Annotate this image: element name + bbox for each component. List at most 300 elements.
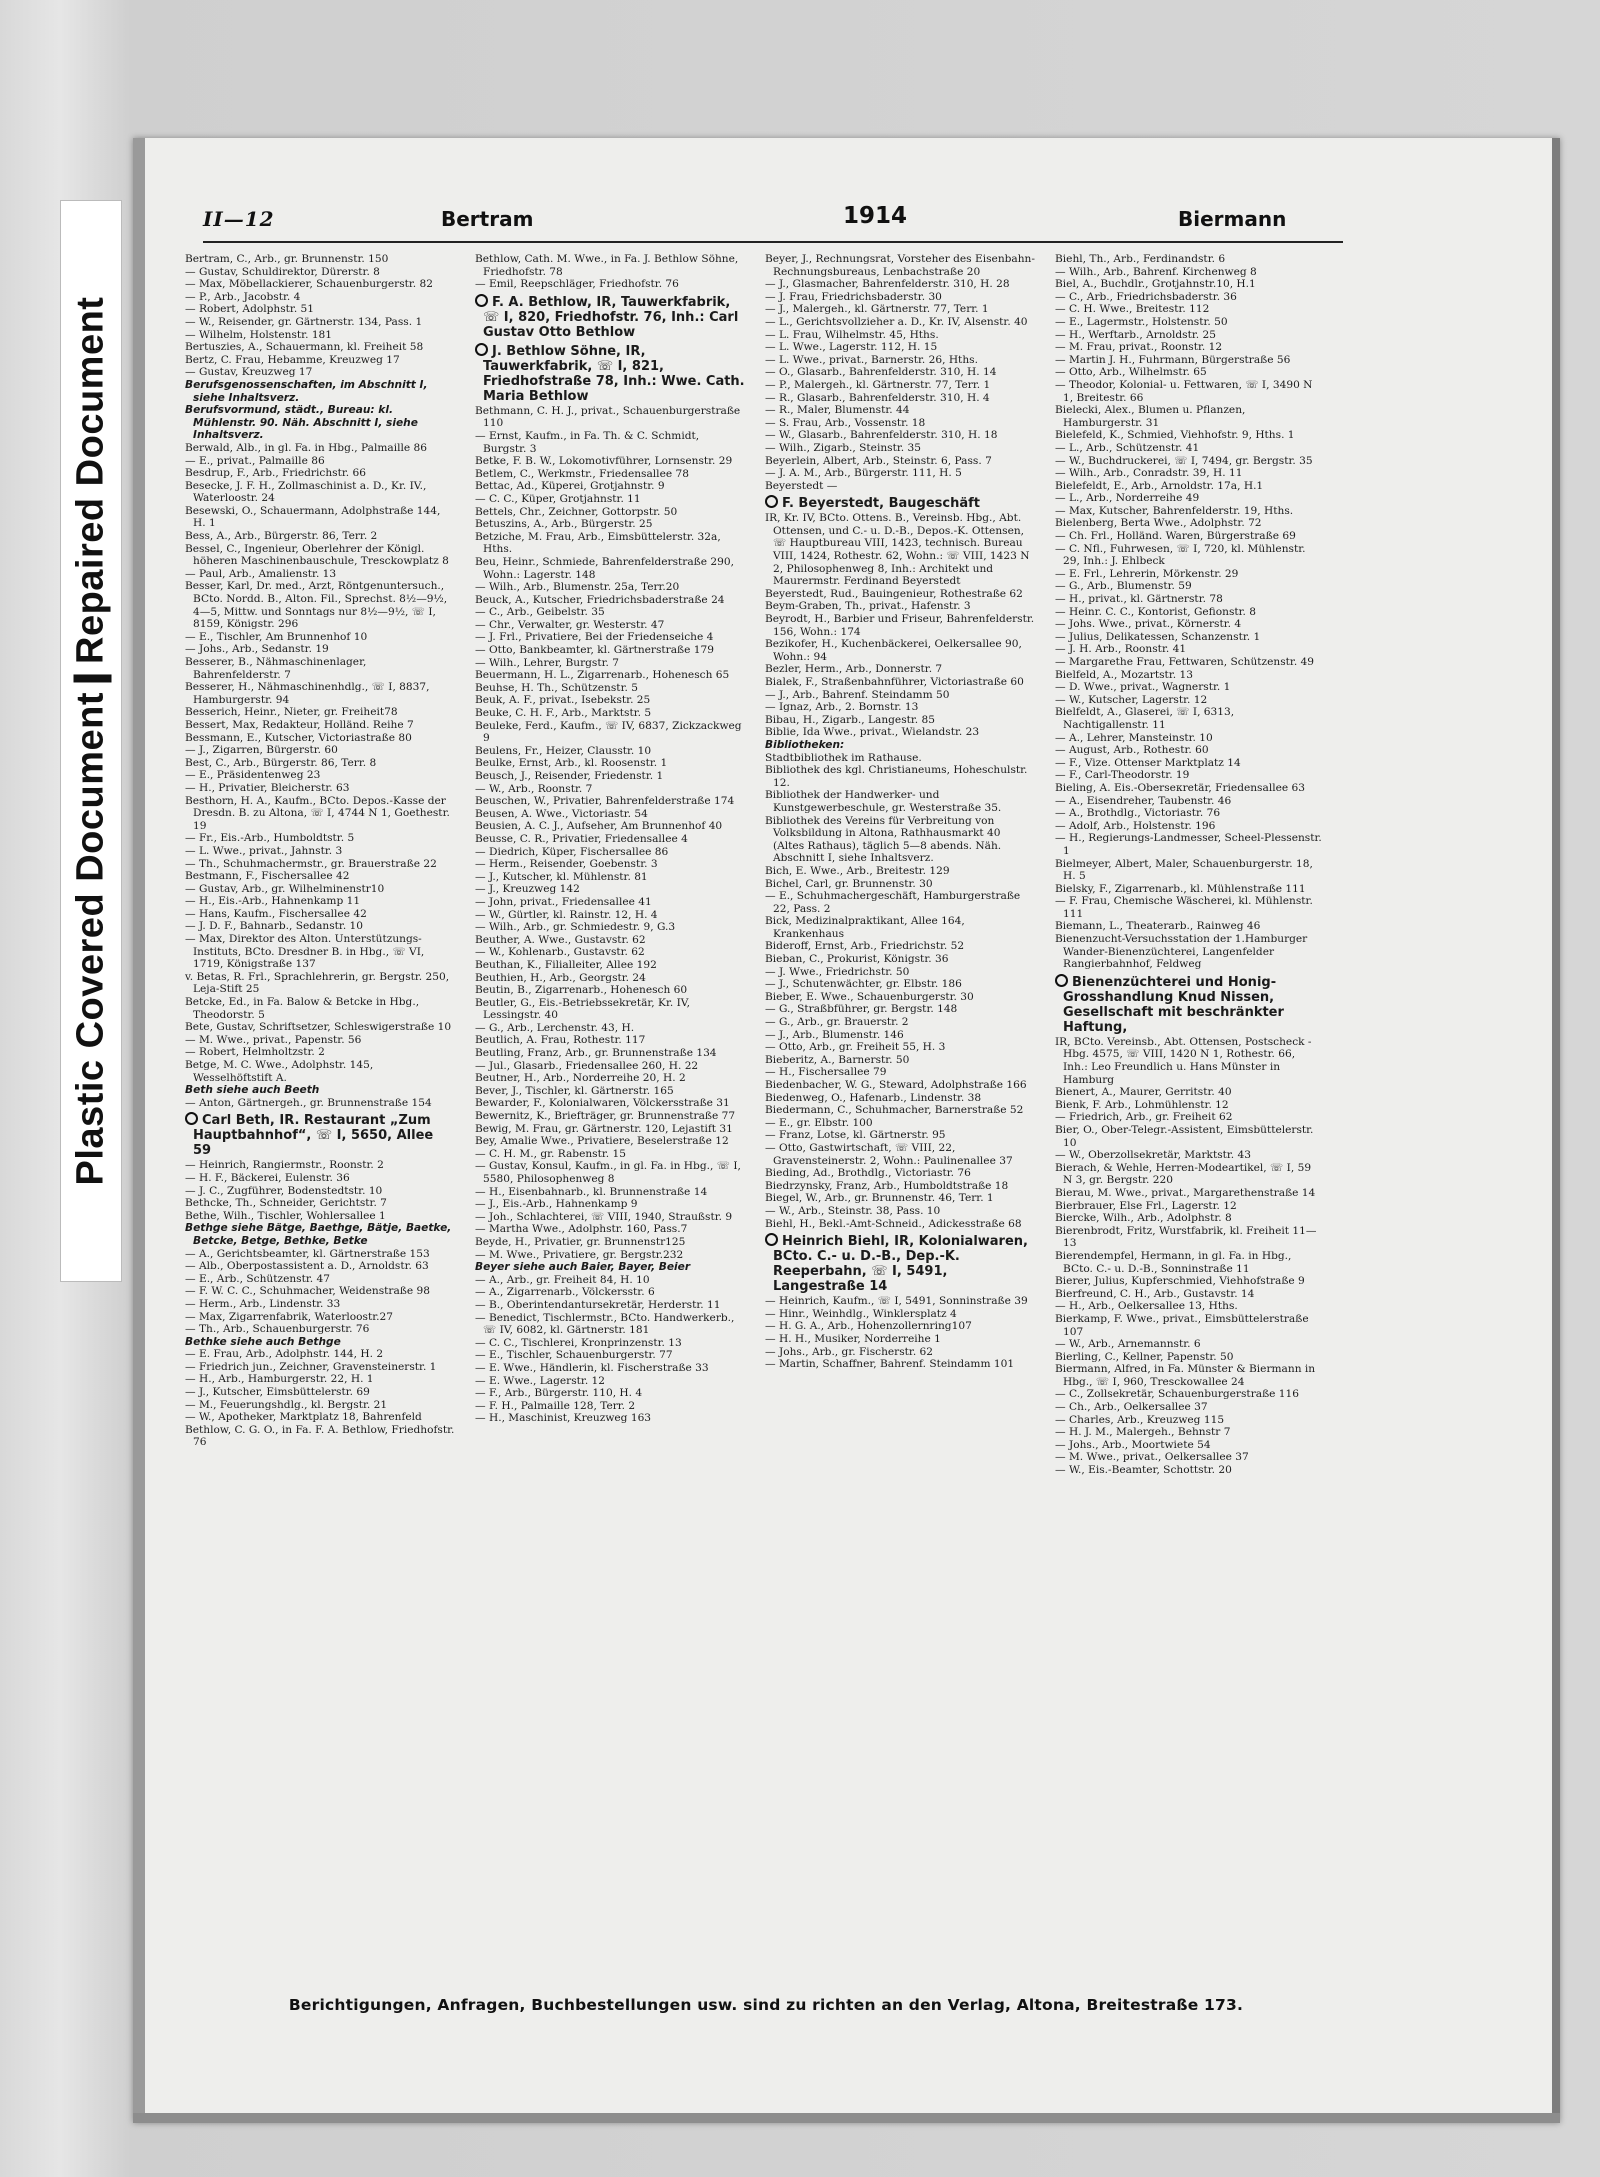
directory-entry xyxy=(765,815,1035,865)
directory-entry xyxy=(765,1320,1035,1333)
directory-entry xyxy=(1055,442,1323,455)
entry-text: Beuthan, K., Filialleiter, Allee 192 xyxy=(475,958,657,971)
entry-text: — G., Arb., gr. Brauerstr. 2 xyxy=(765,1016,909,1029)
directory-entry xyxy=(765,726,1035,739)
directory-entry xyxy=(185,1185,455,1198)
directory-entry xyxy=(185,757,455,770)
entry-text: Bielfeld, A., Mozartstr. 13 xyxy=(1055,668,1193,681)
directory-entry xyxy=(185,1411,455,1424)
entry-text: — W., Buchdruckerei, ☏ I, 7494, gr. Bergstr. 35 xyxy=(1055,454,1313,467)
directory-entry xyxy=(185,455,455,468)
directory-entry xyxy=(765,480,1035,493)
entry-text: Beu, Heinr., Schmiede, Bahrenfelderstraße 290, Wohn.: Lagerstr. 148 xyxy=(475,555,734,581)
entry-text: — Hans, Kaufm., Fischersallee 42 xyxy=(185,907,367,920)
entry-text: Bethlow, Cath. M. Wwe., in Fa. J. Bethlow Söhne, Friedhofstr. 78 xyxy=(475,253,739,278)
directory-entry xyxy=(475,896,745,909)
directory-entry xyxy=(185,1034,455,1047)
header-last-entry: Biermann xyxy=(1178,207,1287,231)
directory-entry xyxy=(185,329,455,342)
entry-text: — E., Arb., Schützenstr. 47 xyxy=(185,1272,330,1285)
directory-entry xyxy=(185,1285,455,1298)
entry-text: — E., Tischler, Am Brunnenhof 10 xyxy=(185,630,368,643)
directory-entry xyxy=(1055,467,1323,480)
directory-entry xyxy=(1055,303,1323,316)
directory-entry xyxy=(765,1333,1035,1346)
entry-text: — W., Kutscher, Lagerstr. 12 xyxy=(1055,693,1208,706)
entry-text: — L. Frau, Wilhelmstr. 45, Hths. xyxy=(765,328,939,341)
side-label xyxy=(60,200,122,1282)
directory-entry xyxy=(765,354,1035,367)
entry-text: — L., Gerichtsvollzieher a. D., Kr. IV, Alsenstr. 40 xyxy=(765,315,1028,328)
directory-entry xyxy=(185,1248,455,1261)
entry-text: — H. F., Bäckerei, Eulenstr. 36 xyxy=(185,1171,350,1184)
directory-entry xyxy=(475,581,745,594)
directory-entry xyxy=(1055,1099,1323,1112)
directory-page xyxy=(133,138,1560,2123)
directory-entry xyxy=(475,909,745,922)
entry-text: — F., Carl-Theodorstr. 19 xyxy=(1055,769,1190,782)
directory-entry xyxy=(475,1198,745,1211)
entry-text: — Wilh., Lehrer, Burgstr. 7 xyxy=(475,656,619,669)
entry-text: Bick, Medizinalpraktikant, Allee 164, Krankenhaus xyxy=(765,915,965,940)
directory-entry xyxy=(185,1361,455,1374)
entry-text: Bertuszies, A., Schauermann, kl. Freiheit 58 xyxy=(185,341,424,354)
entry-text: — A., Brothdlg., Victoriastr. 76 xyxy=(1055,807,1221,820)
entry-text: — Max, Direktor des Alton. Unterstützungs-Instituts, BCto. Dresdner B. in Hbg., ☏ VI, 1719, Königstraße 137 xyxy=(185,933,425,971)
entry-text: — Hinr., Weinhdlg., Winklersplatz 4 xyxy=(765,1307,957,1320)
directory-entry xyxy=(475,1274,745,1287)
directory-entry xyxy=(765,366,1035,379)
directory-entry xyxy=(765,392,1035,405)
directory-entry xyxy=(765,588,1035,601)
directory-entry xyxy=(765,966,1035,979)
directory-entry xyxy=(1055,933,1323,971)
entry-text: Beyer, J., Rechnungsrat, Vorsteher des Eisenbahn-Rechnungsbureaus, Lenbachstraße 20 xyxy=(765,253,1035,278)
entry-text: — Wilh., Arb., gr. Schmiedestr. 9, G.3 xyxy=(475,921,676,934)
entry-text: — W., Arb., Steinstr. 38, Pass. 10 xyxy=(765,1204,941,1217)
directory-entry xyxy=(475,846,745,859)
entry-text: Biedermann, C., Schuhmacher, Barnerstraße 52 xyxy=(765,1104,1024,1117)
directory-entry xyxy=(765,714,1035,727)
directory-entry xyxy=(185,1323,455,1336)
entry-text: — Heinrich, Rangiermstr., Roonstr. 2 xyxy=(185,1159,384,1172)
directory-entry xyxy=(1055,341,1323,354)
directory-entry xyxy=(765,1142,1035,1167)
entry-text: Betziche, M. Frau, Arb., Eimsbüttelerstr. 32a, Hths. xyxy=(475,530,721,556)
directory-entry xyxy=(765,915,1035,940)
entry-text: Bezler, Herm., Arb., Donnerstr. 7 xyxy=(765,663,943,676)
entry-text: Besecke, J. F. H., Zollmaschinist a. D., Kr. IV., Waterloostr. 24 xyxy=(185,479,427,505)
entry-text: Berufsgenossenschaften, im Abschnitt I, siehe Inhaltsverz. xyxy=(185,378,428,404)
directory-entry xyxy=(765,638,1035,663)
entry-text: — Wilh., Zigarb., Steinstr. 35 xyxy=(765,441,921,454)
directory-entry xyxy=(1055,505,1323,518)
directory-entry xyxy=(185,1273,455,1286)
directory-entry xyxy=(1055,354,1323,367)
directory-entry xyxy=(1055,807,1323,820)
directory-entry xyxy=(1055,1426,1323,1439)
entry-text: — H., Fischersallee 79 xyxy=(765,1066,887,1079)
directory-entry xyxy=(185,1046,455,1059)
entry-text: Bettels, Chr., Zeichner, Gottorpstr. 50 xyxy=(475,505,678,518)
directory-entry xyxy=(765,329,1035,342)
directory-entry xyxy=(765,1029,1035,1042)
directory-entry xyxy=(765,953,1035,966)
directory-entry xyxy=(1055,1111,1323,1124)
entry-text: Bielenberg, Berta Wwe., Adolphstr. 72 xyxy=(1055,517,1262,530)
circle-mark-icon xyxy=(475,294,488,307)
directory-entry xyxy=(765,1346,1035,1359)
directory-entry xyxy=(185,883,455,896)
entry-text: Bethe, Wilh., Tischler, Wohlersallee 1 xyxy=(185,1209,386,1222)
directory-entry xyxy=(475,997,745,1022)
directory-entry xyxy=(765,303,1035,316)
entry-text: — P., Malergeh., kl. Gärtnerstr. 77, Terr. 1 xyxy=(765,378,991,391)
entry-text: — B., Oberintendantursekretär, Herderstr. 11 xyxy=(475,1298,721,1311)
entry-text: Bewig, M. Frau, gr. Gärtnerstr. 120, Lejastift 31 xyxy=(475,1122,733,1135)
entry-text: Bierau, M. Wwe., privat., Margarethenstraße 14 xyxy=(1055,1186,1316,1199)
directory-entry xyxy=(475,556,745,581)
directory-entry xyxy=(185,366,455,379)
directory-entry xyxy=(1055,329,1323,342)
entry-text: Beym-Graben, Th., privat., Hafenstr. 3 xyxy=(765,600,971,613)
directory-entry xyxy=(475,1211,745,1224)
directory-entry xyxy=(185,744,455,757)
entry-text: Bertz, C. Frau, Hebamme, Kreuzweg 17 xyxy=(185,353,400,366)
entry-text: Bieling, A. Eis.-Oberseкretär, Friedensallee 63 xyxy=(1055,781,1305,794)
directory-entry xyxy=(185,442,455,455)
directory-entry xyxy=(475,820,745,833)
entry-text: Bessmann, E., Kutscher, Victoriastraße 80 xyxy=(185,731,412,744)
directory-entry xyxy=(765,663,1035,676)
entry-text: Biehl, Th., Arb., Ferdinandstr. 6 xyxy=(1055,253,1226,265)
entry-text: — F. Frau, Chemische Wäscherei, kl. Mühlenstr. 111 xyxy=(1055,895,1313,920)
circle-mark-icon xyxy=(765,1233,778,1246)
directory-entry xyxy=(185,782,455,795)
entry-text: — Friedrich jun., Zeichner, Gravensteinerstr. 1 xyxy=(185,1360,437,1373)
directory-entry xyxy=(185,719,455,732)
entry-text: — Martha Wwe., Adolphstr. 160, Pass.7 xyxy=(475,1223,688,1236)
directory-entry xyxy=(765,676,1035,689)
directory-entry xyxy=(1055,669,1323,682)
directory-entry xyxy=(185,1373,455,1386)
directory-entry xyxy=(475,707,745,720)
side-label-right: Repaired Document xyxy=(69,296,112,664)
directory-entry xyxy=(1055,631,1323,644)
page-bottom-edge xyxy=(133,2113,1560,2123)
directory-entry xyxy=(475,808,745,821)
entry-text: Beutlich, A. Frau, Rothestr. 117 xyxy=(475,1034,646,1047)
entry-text: Bideroff, Ernst, Arb., Friedrichstr. 52 xyxy=(765,940,965,953)
entry-text: Beutner, H., Arb., Norderreihe 20, H. 2 xyxy=(475,1072,686,1085)
header-year: 1914 xyxy=(843,203,908,229)
entry-text: — H., Eisenbahnarb., kl. Brunnenstraße 14 xyxy=(475,1185,708,1198)
entry-text: — C. Nfl., Fuhrwesen, ☏ I, 720, kl. Mühlenstr. 29, Inh.: J. Ehlbeck xyxy=(1055,542,1306,568)
entry-text: Berufsvormund, städt., Bureau: kl. Mühlenstr. 90. Näh. Abschnitt I, siehe Inhaltsverz. xyxy=(185,404,418,442)
directory-entry xyxy=(185,681,455,706)
directory-entry xyxy=(1055,706,1323,731)
directory-entry xyxy=(765,1308,1035,1321)
entry-text: — J., Arb., Bahrenf. Steindamm 50 xyxy=(765,688,950,701)
directory-entry xyxy=(765,316,1035,329)
directory-entry xyxy=(475,1375,745,1388)
directory-entry xyxy=(1055,1149,1323,1162)
entry-text: Beyerstedt, Rud., Bauingenieur, Rothestraße 62 xyxy=(765,587,1023,600)
entry-text: Bierer, Julius, Kupferschmied, Viehhofstraße 9 xyxy=(1055,1275,1305,1288)
entry-text: Bielmeyer, Albert, Maler, Schauenburgerstr. 18, H. 5 xyxy=(1055,857,1313,883)
entry-text: Besserich, Heinr., Nieter, gr. Freiheit78 xyxy=(185,706,398,719)
entry-text: Biblie, Ida Wwe., privat., Wielandstr. 23 xyxy=(765,726,980,739)
directory-entry xyxy=(475,946,745,959)
entry-text: Bierbrauer, Else Frl., Lagerstr. 12 xyxy=(1055,1199,1237,1212)
entry-text: — August, Arb., Rothestr. 60 xyxy=(1055,744,1209,757)
entry-text: — E., Präsidentenweg 23 xyxy=(185,769,321,782)
entry-text: Bier, O., Ober-Telegr.-Assistent, Eimsbüttelerstr. 10 xyxy=(1055,1124,1314,1149)
entry-text: — A., Lehrer, Mansteinstr. 10 xyxy=(1055,731,1213,744)
directory-entry xyxy=(475,921,745,934)
directory-entry xyxy=(1055,1187,1323,1200)
entry-text: — Fr., Eis.-Arb., Humboldtstr. 5 xyxy=(185,832,355,845)
directory-columns xyxy=(185,253,1322,2013)
entry-text: Bibliothek des Vereins für Verbreitung von Volksbildung in Altona, Rathhausmarkt 40 (Altes Rathaus), täglich 5—8 abends. Näh. Abschnitt I, siehe Inhaltsverz. xyxy=(765,814,1002,865)
section-heading xyxy=(185,1084,455,1097)
entry-text: — Th., Schuhmachermstr., gr. Brauerstraße 22 xyxy=(185,857,437,870)
side-label-left: Plastic Covered Document xyxy=(69,691,112,1186)
directory-entry xyxy=(185,656,455,681)
directory-entry xyxy=(475,1412,745,1425)
entry-text: — Paul, Arb., Amalienstr. 13 xyxy=(185,567,337,580)
directory-entry xyxy=(765,701,1035,714)
directory-entry xyxy=(185,467,455,480)
entry-text: Bieberitz, A., Barnerstr. 50 xyxy=(765,1053,910,1066)
entry-text: — E., Tischler, Schauenburgerstr. 77 xyxy=(475,1349,673,1362)
entry-text: — H., Werftarb., Arnoldstr. 25 xyxy=(1055,328,1216,341)
directory-entry xyxy=(475,480,745,493)
directory-entry xyxy=(1055,820,1323,833)
directory-entry xyxy=(1055,1275,1323,1288)
advertisement-entry xyxy=(185,1112,455,1158)
directory-entry xyxy=(1055,832,1323,857)
entry-text: — Gustav, Konsul, Kaufm., in gl. Fa. in Hbg., ☏ I, 5580, Philosophenweg 8 xyxy=(475,1160,741,1185)
entry-text: Bever, J., Tischler, kl. Gärtnerstr. 165 xyxy=(475,1084,674,1097)
entry-text: — A., Arb., gr. Freiheit 84, H. 10 xyxy=(475,1273,650,1286)
entry-text: — W., Glasarb., Bahrenfelderstr. 310, H. 18 xyxy=(765,429,998,442)
directory-entry xyxy=(185,505,455,530)
entry-text: — Otto, Gastwirtschaft, ☏ VIII, 22, Gravensteinerstr. 2, Wohn.: Paulinenallee 37 xyxy=(765,1141,1013,1167)
directory-entry xyxy=(185,341,455,354)
directory-entry xyxy=(765,1205,1035,1218)
directory-entry xyxy=(1055,732,1323,745)
directory-entry xyxy=(475,493,745,506)
directory-column-4 xyxy=(1055,253,1323,1988)
directory-entry xyxy=(475,934,745,947)
directory-entry xyxy=(185,870,455,883)
entry-text: Besdrup, F., Arb., Friedrichstr. 66 xyxy=(185,467,366,480)
page-footer: Berichtigungen, Anfragen, Buchbestellungen usw. sind zu richten an den Verlag, Altona, Breitestraße 173. xyxy=(288,1996,1244,2014)
directory-column-3 xyxy=(765,253,1035,1988)
entry-text: Beuthien, H., Arb., Georgstr. 24 xyxy=(475,971,646,984)
entry-text: — E. Wwe., Händlerin, kl. Fischerstraße 33 xyxy=(475,1361,709,1374)
entry-text: — P., Arb., Jacobstr. 4 xyxy=(185,290,301,303)
entry-text: — H. H., Musiker, Norderreihe 1 xyxy=(765,1332,941,1345)
entry-text: Beulens, Fr., Heizer, Clausstr. 10 xyxy=(475,744,652,757)
entry-text: — Robert, Adolphstr. 51 xyxy=(185,303,315,316)
directory-entry xyxy=(475,669,745,682)
entry-text: — D. Wwe., privat., Wagnerstr. 1 xyxy=(1055,681,1231,694)
entry-text: — Martin, Schaffner, Bahrenf. Steindamm 101 xyxy=(765,1358,1015,1371)
directory-entry xyxy=(185,266,455,279)
entry-text: Bessert, Max, Redakteur, Holländ. Reihe 7 xyxy=(185,718,414,731)
entry-text: Beyde, H., Privatier, gr. Brunnenstr125 xyxy=(475,1235,686,1248)
entry-text: — O., Glasarb., Bahrenfelderstr. 310, H. 14 xyxy=(765,366,997,379)
entry-text: — J. Wwe., Friedrichstr. 50 xyxy=(765,965,910,978)
directory-entry xyxy=(765,991,1035,1004)
entry-text: — J. A. M., Arb., Bürgerstr. 111, H. 5 xyxy=(765,467,962,480)
directory-entry xyxy=(185,1097,455,1110)
entry-text: — H. G. A., Arb., Hohenzollernring107 xyxy=(765,1320,972,1333)
directory-entry xyxy=(765,940,1035,953)
advertisement-entry xyxy=(1055,974,1323,1035)
section-heading xyxy=(185,379,455,404)
directory-entry xyxy=(1055,618,1323,631)
directory-entry xyxy=(185,933,455,971)
entry-text: — F., Vize. Ottenser Marktplatz 14 xyxy=(1055,756,1241,769)
directory-entry xyxy=(1055,253,1323,266)
entry-text: — M. Frau, privat., Roonstr. 12 xyxy=(1055,341,1223,354)
entry-text: Bertram, C., Arb., gr. Brunnenstr. 150 xyxy=(185,253,389,265)
entry-text: — F., Arb., Bürgerstr. 110, H. 4 xyxy=(475,1387,643,1400)
entry-text: Bewarder, F., Kolonialwaren, Völckersstraße 31 xyxy=(475,1097,730,1110)
advertisement-entry xyxy=(765,495,1035,511)
directory-entry xyxy=(475,959,745,972)
entry-text: Beusch, J., Reisender, Friedenstr. 1 xyxy=(475,770,664,782)
entry-text: Beusse, C. R., Privatier, Friedensallee 4 xyxy=(475,832,688,845)
entry-text: Bienk, F. Arb., Lohmühlenstr. 12 xyxy=(1055,1098,1229,1111)
directory-entry xyxy=(475,1110,745,1123)
directory-entry xyxy=(475,594,745,607)
directory-entry xyxy=(475,1286,745,1299)
directory-entry xyxy=(475,1312,745,1337)
entry-text: Beth siehe auch Beeth xyxy=(185,1084,320,1097)
directory-entry xyxy=(765,467,1035,480)
entry-text: Bethcke, Th., Schneider, Gerichtstr. 7 xyxy=(185,1197,387,1210)
directory-entry xyxy=(475,770,745,783)
entry-text: — J. H. Arb., Roonstr. 41 xyxy=(1055,643,1187,656)
page-left-edge xyxy=(133,138,145,2123)
entry-text: — Heinrich, Kaufm., ☏ I, 5491, Sonninstraße 39 xyxy=(765,1295,1028,1308)
directory-entry xyxy=(1055,1338,1323,1351)
entry-text: — Max, Zigarrenfabrik, Waterloostr.27 xyxy=(185,1310,393,1323)
directory-entry xyxy=(1055,782,1323,795)
directory-entry xyxy=(185,996,455,1021)
directory-entry xyxy=(185,1386,455,1399)
entry-text: — Herm., Reisender, Goebenstr. 3 xyxy=(475,858,658,871)
entry-text: — Martin J. H., Fuhrmann, Bürgerstraße 56 xyxy=(1055,353,1291,366)
directory-entry xyxy=(765,865,1035,878)
directory-entry xyxy=(475,984,745,997)
directory-entry xyxy=(475,1186,745,1199)
directory-entry xyxy=(185,1172,455,1185)
entry-text: Bich, E. Wwe., Arb., Breitestr. 129 xyxy=(765,864,950,877)
advertisement-entry xyxy=(475,343,745,404)
entry-text: — E. Frl., Lehrerin, Mörkenstr. 29 xyxy=(1055,567,1239,580)
entry-text: Beuke, C. H. F., Arb., Marktstr. 5 xyxy=(475,707,652,720)
entry-text: IR, Kr. IV, BCto. Ottens. B., Vereinsb. Hbg., Abt. Ottensen, und C.- u. D.-B., Depos.-K. Ottensen, ☏ Hauptbureau VIII, 1423, technisch. Bureau VIII, 1424, Rothestr. 62, Wohn.: ☏ VIII, 1423 N 2, Philosophenweg 8, Inh.: Architekt und Maurermstr. Ferdinand Beyerstedt xyxy=(765,512,1030,588)
directory-entry xyxy=(475,278,745,291)
entry-text: Bierkamp, F. Wwe., privat., Eimsbüttelerstraße 107 xyxy=(1055,1312,1309,1338)
entry-text: Bibau, H., Zigarb., Langestr. 85 xyxy=(765,713,935,726)
directory-entry xyxy=(1055,455,1323,468)
directory-entry xyxy=(1055,492,1323,505)
entry-text: Beutin, B., Zigarrenarb., Hohenesch 60 xyxy=(475,984,688,997)
entry-text: — C., Arb., Friedrichsbaderstr. 36 xyxy=(1055,290,1237,303)
entry-text: Bierendempfel, Hermann, in gl. Fa. in Hbg., BCto. C.- u. D.-B., Sonninstraße 11 xyxy=(1055,1249,1292,1275)
entry-text: Biemann, L., Theaterarb., Rainweg 46 xyxy=(1055,920,1261,933)
directory-entry xyxy=(1055,1225,1323,1250)
directory-entry xyxy=(765,455,1035,468)
directory-entry xyxy=(765,1167,1035,1180)
directory-entry xyxy=(475,1060,745,1073)
circle-mark-icon xyxy=(185,1112,198,1125)
directory-entry xyxy=(1055,517,1323,530)
directory-entry xyxy=(1055,316,1323,329)
entry-text: — E., gr. Elbstr. 100 xyxy=(765,1116,873,1129)
directory-entry xyxy=(475,644,745,657)
entry-text: Bielsky, F., Zigarrenarb., kl. Mühlenstraße 111 xyxy=(1055,882,1306,895)
directory-entry xyxy=(185,1159,455,1172)
entry-text: — Wilh., Arb., Conradstr. 39, H. 11 xyxy=(1055,467,1243,480)
entry-text: Bibliotheken: xyxy=(765,738,845,751)
entry-text: — Otto, Bankbeamter, kl. Gärtnerstraße 179 xyxy=(475,644,714,657)
directory-entry xyxy=(765,600,1035,613)
directory-entry xyxy=(475,720,745,745)
directory-entry xyxy=(765,613,1035,638)
directory-entry xyxy=(475,1085,745,1098)
directory-entry xyxy=(765,253,1035,278)
directory-entry xyxy=(475,1135,745,1148)
entry-text: — J. D. F., Bahnarb., Sedanstr. 10 xyxy=(185,920,364,933)
directory-entry xyxy=(765,1079,1035,1092)
directory-entry xyxy=(475,1034,745,1047)
directory-entry xyxy=(1055,1162,1323,1187)
entry-text: — C. H. Wwe., Breitestr. 112 xyxy=(1055,303,1210,316)
entry-text: Beuleke, Ferd., Kaufm., ☏ IV, 6837, Zickzackweg 9 xyxy=(475,719,742,745)
entry-text: — Max, Möbellackierer, Schauenburgerstr. 82 xyxy=(185,278,434,291)
entry-text: — S. Frau, Arb., Vossenstr. 18 xyxy=(765,416,926,429)
entry-text: — Max, Kutscher, Bahrenfelderstr. 19, Hths. xyxy=(1055,504,1294,517)
directory-entry xyxy=(1055,379,1323,404)
directory-entry xyxy=(185,303,455,316)
page-right-edge xyxy=(1552,138,1560,2123)
directory-entry xyxy=(475,1047,745,1060)
entry-text: Beusien, A. C. J., Aufseher, Am Brunnenhof 40 xyxy=(475,820,723,833)
circle-mark-icon xyxy=(475,343,488,356)
entry-text: — Julius, Delikatessen, Schanzenstr. 1 xyxy=(1055,630,1261,643)
entry-text: — J., Arb., Blumenstr. 146 xyxy=(765,1028,904,1041)
directory-entry xyxy=(185,1210,455,1223)
directory-entry xyxy=(185,543,455,568)
directory-entry xyxy=(1055,1212,1323,1225)
directory-entry xyxy=(475,1160,745,1185)
directory-entry xyxy=(185,253,455,266)
directory-entry xyxy=(185,643,455,656)
page-number: II—12 xyxy=(203,207,275,231)
entry-text: — W., Apotheker, Marktplatz 18, Bahrenfeld xyxy=(185,1411,422,1424)
entry-text: — H., Arb., Hamburgerstr. 22, H. 1 xyxy=(185,1373,374,1386)
directory-entry xyxy=(1055,1036,1323,1086)
directory-entry xyxy=(1055,1300,1323,1313)
directory-entry xyxy=(475,1362,745,1375)
